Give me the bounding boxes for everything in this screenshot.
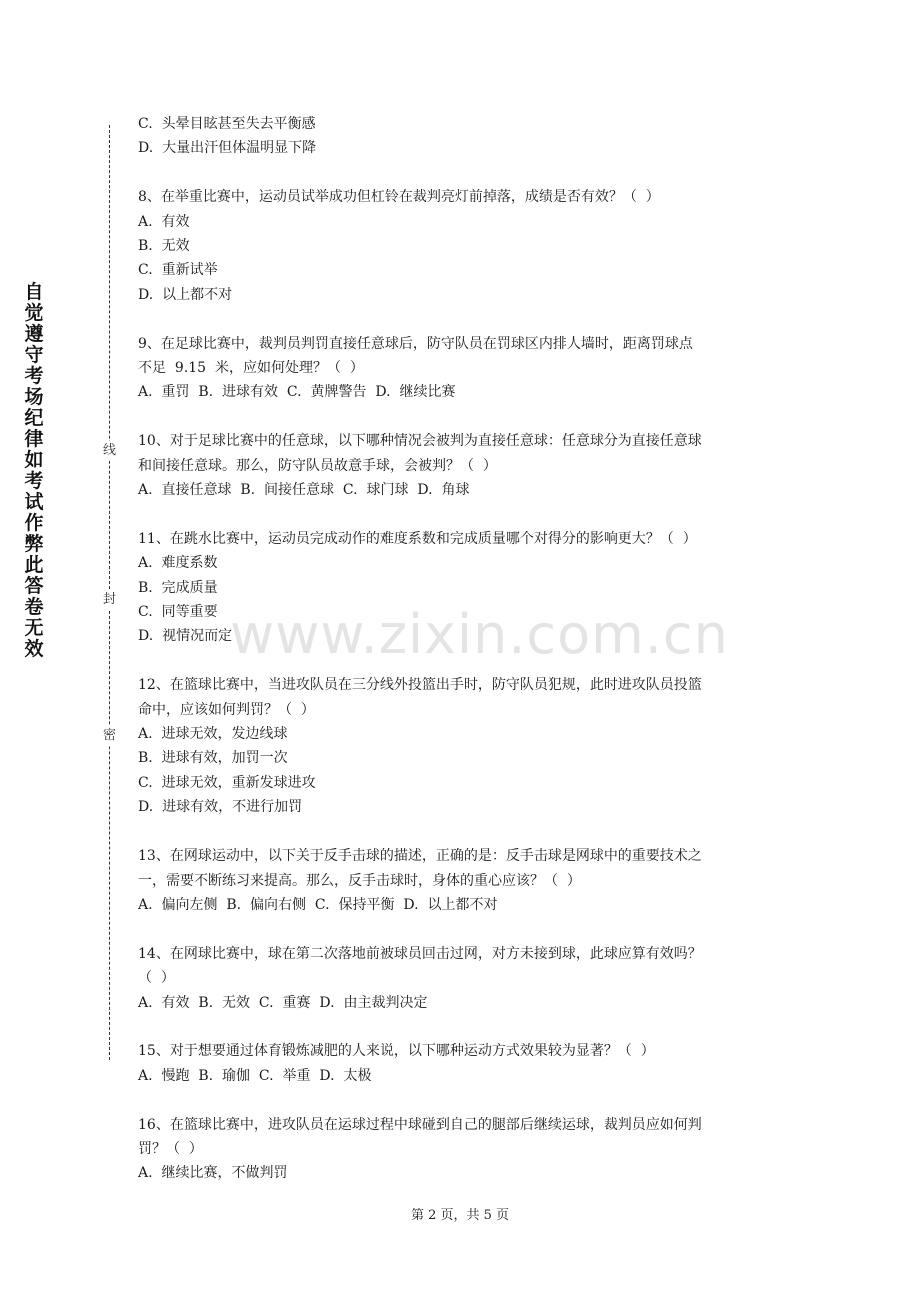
question-text-line: 8、在举重比赛中，运动员试举成功但杠铃在裁判亮灯前掉落，成绩是否有效？（ ） <box>138 189 660 206</box>
question-11 <box>138 527 788 649</box>
question-text-line: B. 无效 <box>138 238 190 255</box>
question-text-line: 12、在篮球比赛中，当进攻队员在三分线外投篮出手时，防守队员犯规，此时进攻队员投篮 <box>138 677 702 694</box>
question-text-line: B. 进球有效，加罚一次 <box>138 750 288 767</box>
question-text-line: A. 慢跑 B. 瑜伽 C. 举重 D. 太极 <box>138 1067 372 1084</box>
question-15 <box>138 1039 788 1088</box>
question-text-line: A. 直接任意球 B. 间接任意球 C. 球门球 D. 角球 <box>138 482 470 499</box>
question-13 <box>138 844 788 917</box>
question-16 <box>138 1113 788 1186</box>
question-8 <box>138 185 788 307</box>
question-text-line: 10、对于足球比赛中的任意球，以下哪种情况会被判为直接任意球：任意球分为直接任意球 <box>138 433 702 450</box>
question-text-line: A. 重罚 B. 进球有效 C. 黄牌警告 D. 继续比赛 <box>138 384 456 401</box>
question-text-line: 14、在网球比赛中，球在第二次落地前被球员回击过网，对方未接到球，此球应算有效吗？ <box>138 945 702 962</box>
watermark: www.zixin.com.cn <box>230 603 729 666</box>
question-text-line: D. 进球有效，不进行加罚 <box>138 799 303 816</box>
question-14 <box>138 942 788 1015</box>
question-12 <box>138 673 788 819</box>
seal-mark-secret: 密 <box>101 726 118 746</box>
question-text-line: C. 同等重要 <box>138 604 218 621</box>
seal-mark-line: 线 <box>101 441 118 461</box>
exam-discipline-notice: 自 觉 遵 守 考 场 纪 律 如 考 试 作 弊 此 答 卷 无 效 <box>24 281 44 660</box>
question-9 <box>138 332 788 405</box>
seal-mark-seal: 封 <box>101 590 118 610</box>
question-text-line: （ ） <box>138 970 175 987</box>
question-text-line: A. 有效 B. 无效 C. 重赛 D. 由主裁判决定 <box>138 994 428 1011</box>
option-line: C. 头晕目眩甚至失去平衡感 <box>138 116 316 132</box>
question-text-line: A. 继续比赛，不做判罚 <box>138 1165 288 1182</box>
page-number: 第 2 页，共 5 页 <box>410 1208 510 1223</box>
question-text-line: 11、在跳水比赛中，运动员完成动作的难度系数和完成质量哪个对得分的影响更大？（ ） <box>138 530 697 547</box>
question-text-line: 16、在篮球比赛中，进攻队员在运球过程中球碰到自己的腿部后继续运球，裁判员应如何判 <box>138 1116 702 1133</box>
question-text-line: 命中，应该如何判罚？（ ） <box>138 701 315 718</box>
question-text-line: 15、对于想要通过体育锻炼减肥的人来说，以下哪种运动方式效果较为显著？（ ） <box>138 1043 655 1060</box>
question-text-line: 一，需要不断练习来提高。那么，反手击球时，身体的重心应该？（ ） <box>138 872 581 889</box>
question-text-line: B. 完成质量 <box>138 579 218 596</box>
question-text-line: D. 以上都不对 <box>138 286 233 303</box>
question-text-line: 9、在足球比赛中，裁判员判罚直接任意球后，防守队员在罚球区内排人墙时，距离罚球点 <box>138 335 693 352</box>
question-list <box>138 112 788 1210</box>
question-text-line: 不足 9.15 米，应如何处理？（ ） <box>138 360 364 377</box>
option-line: D. 大量出汗但体温明显下降 <box>138 140 317 157</box>
question-text-line: A. 偏向左侧 B. 偏向右侧 C. 保持平衡 D. 以上都不对 <box>138 896 498 913</box>
question-text-line: C. 进球无效，重新发球进攻 <box>138 774 316 791</box>
question-text-line: A. 难度系数 <box>138 555 218 572</box>
question-10 <box>138 429 788 502</box>
question-text-line: 罚？（ ） <box>138 1140 203 1157</box>
question-7-continued <box>138 112 788 161</box>
question-text-line: D. 视情况而定 <box>138 628 233 645</box>
question-text-line: A. 有效 <box>138 213 190 230</box>
question-text-line: C. 重新试举 <box>138 262 218 279</box>
question-text-line: 和间接任意球。那么，防守队员故意手球，会被判？（ ） <box>138 457 497 474</box>
question-text-line: 13、在网球运动中，以下关于反手击球的描述，正确的是：反手击球是网球中的重要技术之 <box>138 848 702 865</box>
question-text-line: A. 进球无效，发边线球 <box>138 726 288 743</box>
